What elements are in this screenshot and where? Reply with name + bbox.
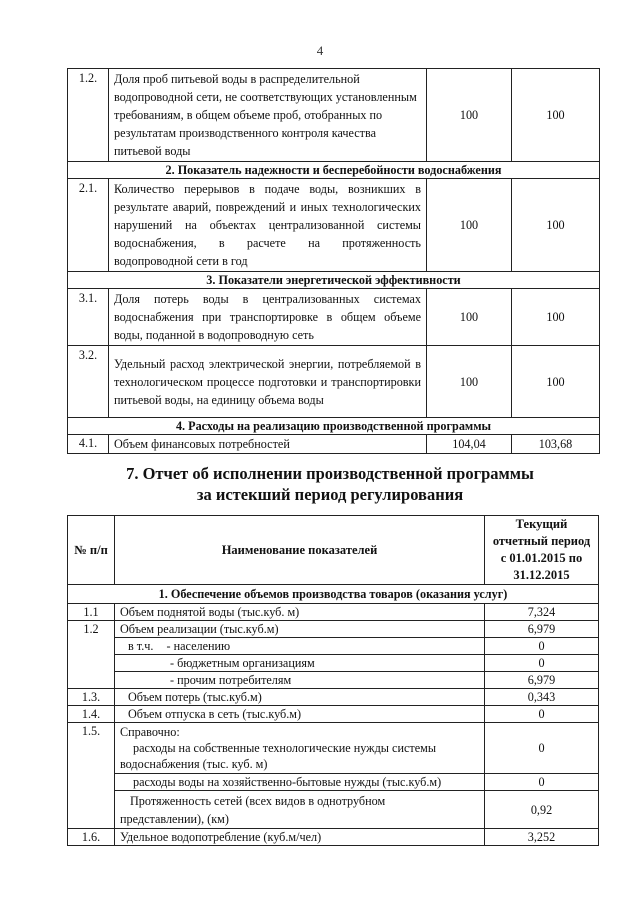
row-number: 1.2: [68, 621, 115, 689]
title-line-2: за истекший период регулирования: [196, 485, 464, 504]
section-title: 3. Показатели энергетической эффективности: [68, 272, 600, 289]
report-table: [67, 515, 599, 846]
table-row: [68, 289, 600, 346]
row-description: Доля проб питьевой воды в распределительной водопроводной сети, не соответствующих установленным требованиям, в общем объеме проб, отобранных по результатам производственного контроля качества питьевой воды: [109, 69, 427, 162]
row-value-2: 103,68: [512, 435, 600, 454]
row-value-1: 100: [427, 179, 512, 272]
row-description: Удельный расход электрической энергии, потребляемой в технологическом процессе подготовки и транспортировки питьевой воды, на единицу объема воды: [109, 346, 427, 418]
table-row: [68, 791, 599, 829]
row-description: Количество перерывов в подаче воды, возникших в результате аварий, повреждений и иных технологических нарушений на объектах централизованной системы водоснабжения, в расчете на протяженность водопроводной сети в год: [109, 179, 427, 272]
row-description: Объем реализации (тыс.куб.м): [115, 621, 485, 638]
row-number: 2.1.: [68, 179, 109, 272]
row-value: 6,979: [485, 672, 599, 689]
row-value-1: 100: [427, 69, 512, 162]
row-label: Справочно:: [120, 725, 180, 739]
row-description: Объем финансовых потребностей: [109, 435, 427, 454]
table-row: [68, 655, 599, 672]
row-subtext: представлении), (км): [120, 811, 229, 826]
row-value-1: 100: [427, 289, 512, 346]
table-row: [68, 689, 599, 706]
row-value-1: 100: [427, 346, 512, 418]
table-row: [68, 774, 599, 791]
row-description: Объем отпуска в сеть (тыс.куб.м): [115, 706, 485, 723]
row-subtext: - населению: [166, 639, 231, 653]
row-number: 3.2.: [68, 346, 109, 418]
row-number: 3.1.: [68, 289, 109, 346]
header-name: Наименование показателей: [115, 516, 485, 585]
header-period-line-4: 31.12.2015: [513, 568, 570, 582]
table-row: [68, 435, 600, 454]
row-value: 3,252: [485, 829, 599, 846]
row-subtext: Протяженность сетей (всех видов в однотрубном: [130, 793, 386, 808]
header-period-line-2: отчетный период: [492, 534, 591, 548]
row-description: расходы воды на хозяйственно-бытовые нужды (тыс.куб.м): [115, 774, 485, 791]
table-row: [68, 829, 599, 846]
section-7-title: [0, 463, 640, 505]
row-subtext: расходы на собственные технологические нужды системы: [133, 741, 437, 755]
table-row: [68, 672, 599, 689]
row-description: Объем поднятой воды (тыс.куб. м): [115, 604, 485, 621]
section-header-row: [68, 272, 600, 289]
row-value: 0: [485, 706, 599, 723]
row-value: 7,324: [485, 604, 599, 621]
table-row: [68, 638, 599, 655]
table-row: [68, 179, 600, 272]
title-line-1: 7. Отчет об исполнении производственной программы: [126, 464, 534, 483]
header-row: [68, 516, 599, 585]
table-row: [68, 69, 600, 162]
header-period-line-3: с 01.01.2015 по: [500, 551, 583, 565]
row-subtext: водоснабжения (тыс. куб. м): [120, 757, 268, 771]
row-number: 4.1.: [68, 435, 109, 454]
table-row: [68, 346, 600, 418]
row-value: 0: [485, 638, 599, 655]
section-title: 4. Расходы на реализацию производственной программы: [68, 418, 600, 435]
row-value: 0: [485, 774, 599, 791]
table-row: [68, 604, 599, 621]
row-value: 0,92: [485, 791, 599, 829]
row-value-2: 100: [512, 179, 600, 272]
row-description: - прочим потребителям: [115, 672, 485, 689]
section-header-row: [68, 162, 600, 179]
header-period-line-1: Текущий: [515, 517, 568, 531]
row-value: 6,979: [485, 621, 599, 638]
row-description: [115, 638, 485, 655]
row-value: 0,343: [485, 689, 599, 706]
row-value-2: 100: [512, 289, 600, 346]
row-number: 1.4.: [68, 706, 115, 723]
section-title: 1. Обеспечение объемов производства товаров (оказания услуг): [68, 585, 599, 604]
section-title: 2. Показатель надежности и бесперебойности водоснабжения: [68, 162, 600, 179]
row-value: 0: [485, 723, 599, 774]
row-number: 1.6.: [68, 829, 115, 846]
row-value-1: 104,04: [427, 435, 512, 454]
table-row: [68, 706, 599, 723]
header-num: № п/п: [68, 516, 115, 585]
row-description: Объем потерь (тыс.куб.м): [115, 689, 485, 706]
row-number: 1.2.: [68, 69, 109, 162]
indicators-table: [67, 68, 600, 454]
table-row: [68, 621, 599, 638]
row-description: - бюджетным организациям: [115, 655, 485, 672]
row-description: [115, 723, 485, 774]
header-period: [485, 516, 599, 585]
table-row: [68, 723, 599, 774]
row-number: 1.3.: [68, 689, 115, 706]
row-value-2: 100: [512, 69, 600, 162]
section-header-row: [68, 585, 599, 604]
row-number: 1.1: [68, 604, 115, 621]
row-description: [115, 791, 485, 829]
row-value-2: 100: [512, 346, 600, 418]
row-prefix: в т.ч.: [128, 639, 154, 653]
row-value: 0: [485, 655, 599, 672]
row-description: Доля потерь воды в централизованных системах водоснабжения при транспортировке в общем объеме воды, поданной в водопроводную сеть: [109, 289, 427, 346]
row-number: 1.5.: [68, 723, 115, 829]
page-number: 4: [316, 43, 324, 58]
row-description: Удельное водопотребление (куб.м/чел): [115, 829, 485, 846]
section-header-row: [68, 418, 600, 435]
